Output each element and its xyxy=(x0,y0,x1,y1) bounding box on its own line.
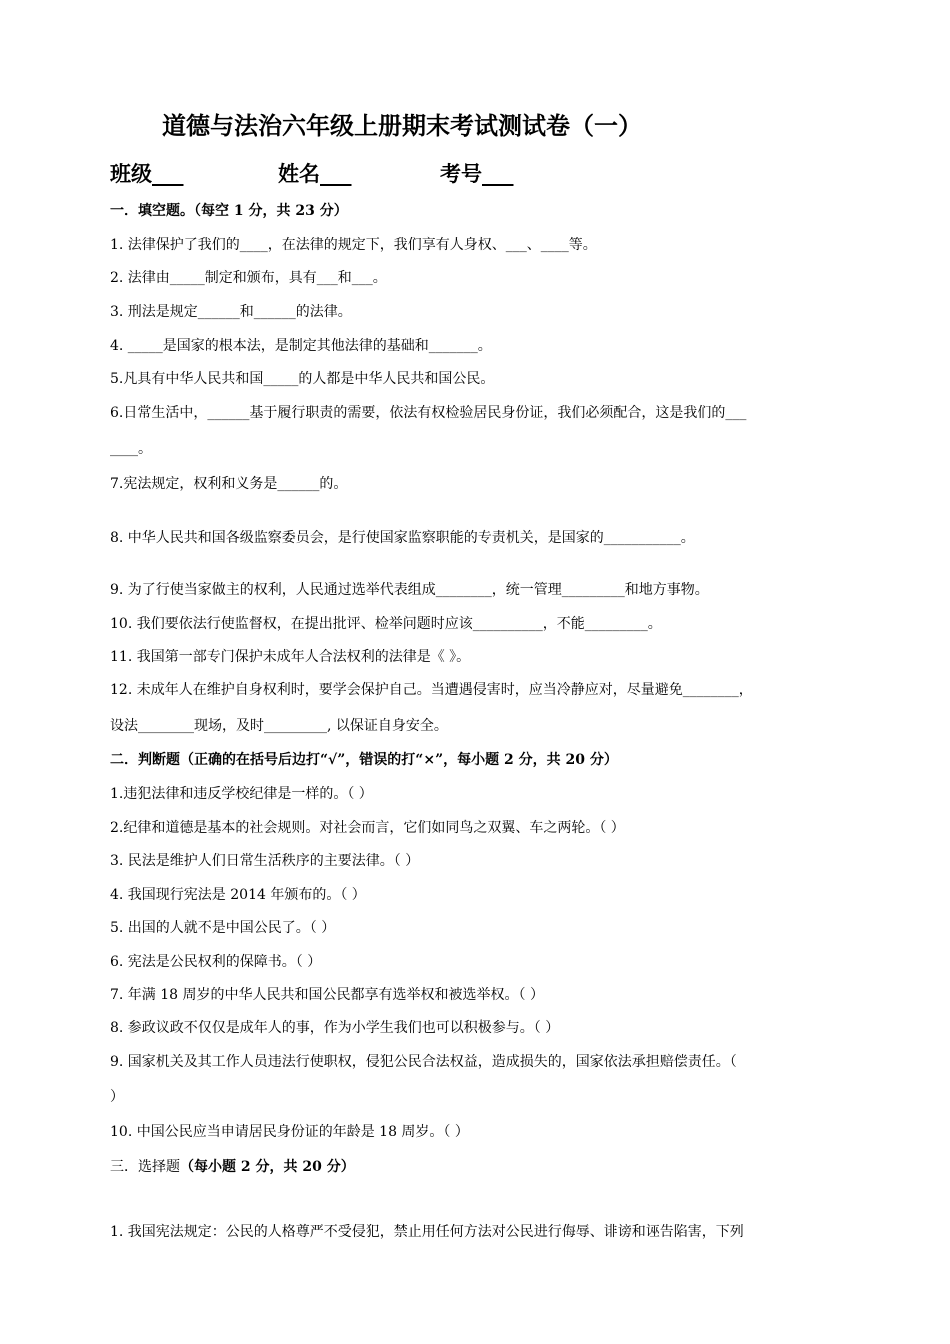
name-field: 姓名___ xyxy=(278,161,352,186)
fill-question-7: 7.宪法规定，权利和义务是______的。 xyxy=(110,476,348,492)
fill-question-3: 3. 刑法是规定______和______的法律。 xyxy=(110,304,352,320)
judge-question-6: 6. 宪法是公民权利的保障书。（ ） xyxy=(110,954,322,970)
student-info-fields xyxy=(0,158,950,192)
fill-question-12-line2: 设法________现场，及时_________, 以保证自身安全。 xyxy=(110,718,448,734)
fill-question-2: 2. 法律由_____制定和颁布，具有___和___。 xyxy=(110,270,387,286)
section1-heading: 一．填空题。（每空 1 分，共 23 分） xyxy=(110,203,348,219)
exam-number-field: 考号___ xyxy=(440,161,514,186)
section3-heading-points: （每小题 2 分，共 20 分） xyxy=(180,1159,355,1175)
judge-question-5: 5. 出国的人就不是中国公民了。（ ） xyxy=(110,920,336,936)
judge-question-9-line1: 9. 国家机关及其工作人员违法行使职权，侵犯公民合法权益，造成损失的，国家依法承担赔偿责任。（ xyxy=(110,1054,737,1070)
fill-question-1: 1. 法律保护了我们的____，在法律的规定下，我们享有人身权、___、____等。 xyxy=(110,237,597,253)
judge-question-2: 2.纪律和道德是基本的社会规则。对社会而言，它们如同鸟之双翼、车之两轮。（ ） xyxy=(110,820,625,836)
judge-question-4: 4. 我国现行宪法是 2014 年颁布的。（ ） xyxy=(110,887,366,903)
fill-question-4: 4. _____是国家的根本法，是制定其他法律的基础和_______。 xyxy=(110,338,492,354)
fill-question-9: 9. 为了行使当家做主的权利，人民通过选举代表组成________，统一管理_________和地方事物。 xyxy=(110,582,709,598)
fill-question-11: 11. 我国第一部专门保护未成年人合法权利的法律是《 》。 xyxy=(110,649,471,665)
judge-question-8: 8. 参政议政不仅仅是成年人的事，作为小学生我们也可以积极参与。（ ） xyxy=(110,1020,560,1036)
section3-heading xyxy=(110,1157,355,1177)
judge-question-3: 3. 民法是维护人们日常生活秩序的主要法律。（ ） xyxy=(110,853,420,869)
choice-question-1-line1: 1. 我国宪法规定：公民的人格尊严不受侵犯，禁止用任何方法对公民进行侮辱、诽谤和诬告陷害，下列 xyxy=(110,1224,744,1240)
section3-heading-prefix: 三．选择题 xyxy=(110,1159,180,1175)
judge-question-9-line2: ） xyxy=(110,1089,124,1105)
fill-question-6-line2: ____。 xyxy=(110,441,152,457)
fill-question-12-line1: 12. 未成年人在维护自身权利时，要学会保护自己。当遭遇侵害时，应当冷静应对，尽量避免________， xyxy=(110,682,753,698)
fill-question-10: 10. 我们要依法行使监督权，在提出批评、检举问题时应该__________，不能_________。 xyxy=(110,616,662,632)
exam-title: 道德与法治六年级上册期末考试测试卷（一） xyxy=(162,111,642,140)
fill-question-5: 5.凡具有中华人民共和国_____的人都是中华人民共和国公民。 xyxy=(110,371,495,387)
fill-question-6-line1: 6.日常生活中，______基于履行职责的需要，依法有权检验居民身份证，我们必须配合，这是我们的___ xyxy=(110,405,747,421)
judge-question-7: 7. 年满 18 周岁的中华人民共和国公民都享有选举权和被选举权。（ ） xyxy=(110,987,544,1003)
judge-question-10: 10. 中国公民应当申请居民身份证的年龄是 18 周岁。（ ） xyxy=(110,1124,469,1140)
judge-question-1: 1.违犯法律和违反学校纪律是一样的。（ ） xyxy=(110,786,373,802)
fill-question-8: 8. 中华人民共和国各级监察委员会，是行使国家监察职能的专责机关，是国家的___________。 xyxy=(110,530,695,546)
class-field: 班级___ xyxy=(110,161,184,186)
section2-heading: 二．判断题（正确的在括号后边打“√”，错误的打“×”，每小题 2 分，共 20 分） xyxy=(110,752,618,768)
